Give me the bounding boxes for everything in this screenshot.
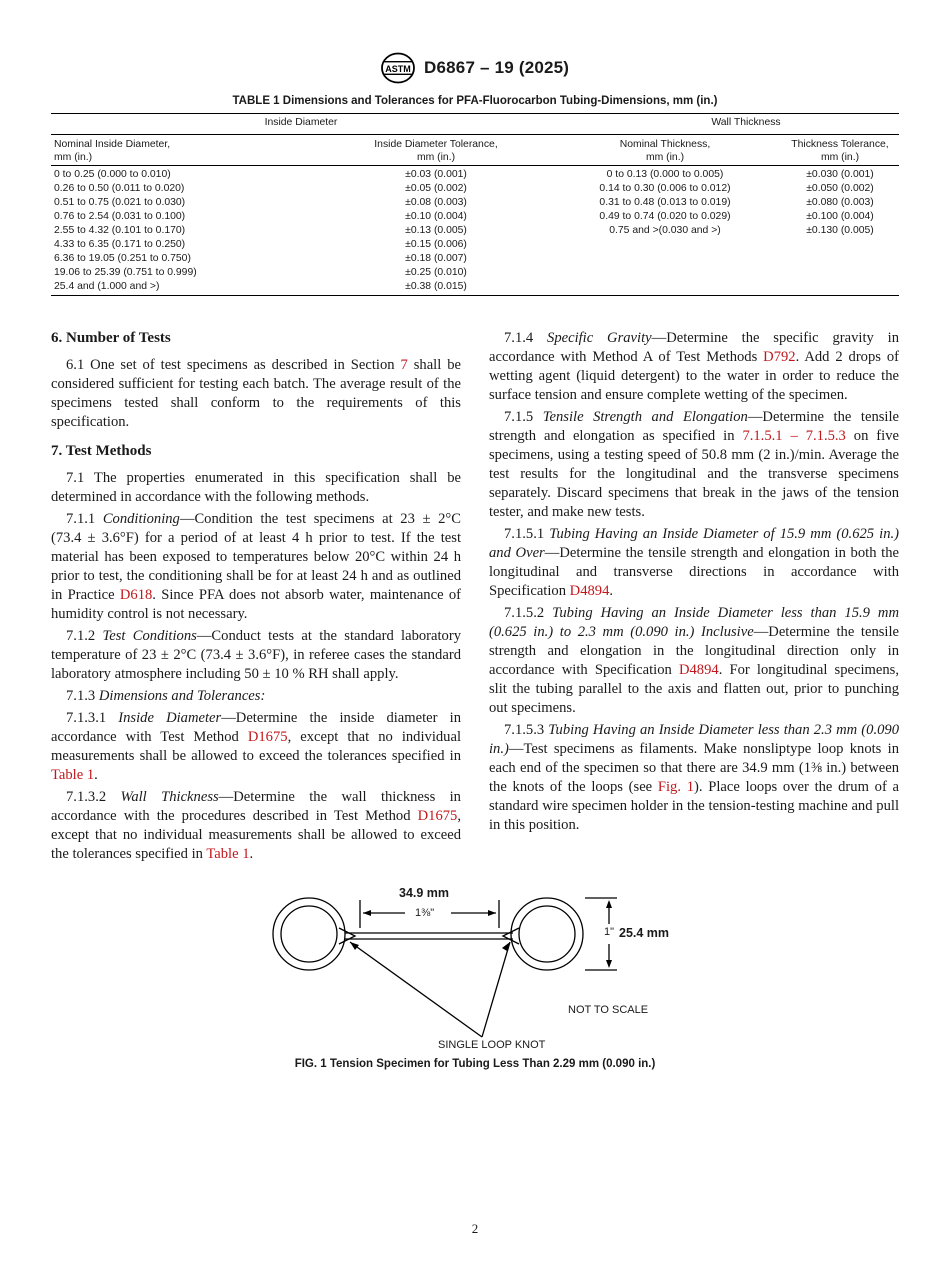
astm-logo: [380, 52, 416, 84]
table-cell: ±0.15 (0.006): [405, 239, 467, 250]
table-cell: ±0.13 (0.005): [405, 225, 467, 236]
table-1-link[interactable]: Table 1: [51, 767, 95, 783]
d1675-link[interactable]: D1675: [247, 729, 288, 745]
document-designation: D6867 – 19 (2025): [424, 58, 570, 77]
table-row: [51, 252, 899, 266]
table-body: [51, 166, 899, 295]
fig-1-link[interactable]: Fig. 1: [657, 779, 695, 795]
dimension-label-25-4-mm: 25.4 mm: [619, 926, 670, 940]
table-cell: ±0.05 (0.002): [405, 183, 467, 194]
table-cell: ±0.18 (0.007): [405, 253, 467, 264]
right-loop-inner: [519, 906, 575, 962]
table-cell: 0.76 to 2.54 (0.031 to 0.100): [54, 211, 186, 222]
section-7-link[interactable]: 7: [400, 357, 408, 373]
table-cell: 0.51 to 0.75 (0.021 to 0.030): [54, 197, 186, 208]
table-cell: 6.36 to 19.05 (0.251 to 0.750): [54, 253, 191, 264]
paragraph-7-1-2: 7.1.2 Test Conditions—Conduct tests at the standard laboratory temperature of 23 ± 2°C (73.4 ± 3.6°F), in referee cases the standard laboratory atmosphere including 50 ± 10 % RH shall apply.: [51, 628, 462, 682]
table-column-header-row: [51, 135, 899, 166]
table-row: [51, 266, 899, 280]
dimension-label-1-3-8-in: 1⅜": [415, 907, 435, 919]
d792-link[interactable]: D792: [763, 349, 796, 365]
table-cell: ±0.130 (0.005): [806, 225, 874, 236]
paragraph-7-1-3-1: 7.1.3.1 Inside Diameter—Determine the inside diameter in accordance with Test Method D1675, except that no individual measurements shall be allowed to exceed the tolerances specified in Table 1.: [51, 710, 461, 783]
paragraph-7-1-1: 7.1.1 Conditioning—Condition the test specimens at 23 ± 2°C (73.4 ± 3.6°F) for a period of at least 4 h prior to test. If the test material has been exposed to temperatures below 20°C within 24 h prior to test, the conditioning shall be for at least 24 h and as outlined in Practice D618. Since PFA does not absorb water, maintenance of humidity control is not necessary.: [51, 511, 462, 622]
table-group-header-row: [51, 114, 899, 135]
table-cell: ±0.080 (0.003): [806, 197, 874, 208]
d4894-link[interactable]: D4894: [569, 583, 610, 599]
dimension-label-34-9-mm: 34.9 mm: [399, 886, 450, 900]
table-cell: 0 to 0.25 (0.000 to 0.010): [54, 169, 171, 180]
table-cell: 2.55 to 4.32 (0.101 to 0.170): [54, 225, 186, 236]
table-cell: 0.31 to 0.48 (0.013 to 0.019): [599, 197, 731, 208]
table-row: [51, 224, 899, 238]
table-cell: ±0.08 (0.003): [405, 197, 467, 208]
paragraph-7-1-5-3: 7.1.5.3 Tubing Having an Inside Diameter less than 2.3 mm (0.090 in.)—Test specimens as filaments. Make nonsliptype loop knots in each end of the specimen so that there are 34.9 mm (1⅜ in.) between the knots of the loops (see Fig. 1). Place loops over the drum of a standard wire specimen holder in the tension-testing machine and pull in this position.: [489, 722, 900, 833]
paragraph-7-1-5: 7.1.5 Tensile Strength and Elongation—Determine the tensile strength and elongation as specified in 7.1.5.1 – 7.1.5.3 on five specimens, using a testing speed of 50.8 mm (2 in.)/min. Average the test results for the longitudinal and the transverse specimens separately. Discard specimens that break in the jaws of the tension tester, and make new tests.: [489, 409, 900, 520]
right-loop-outer: [511, 898, 583, 970]
paragraph-7-1-5-2: 7.1.5.2 Tubing Having an Inside Diameter less than 15.9 mm (0.625 in.) to 2.3 mm (0.090 in.) Inclusive—Determine the tensile strength and elongation in the longitudinal direction only in accordance with Specification D4894. For longitudinal specimens, slit the tubing parallel to the axis and flatten out, prior to punching out specimens.: [489, 605, 900, 716]
paragraph-7-1-5-1: 7.1.5.1 Tubing Having an Inside Diameter of 15.9 mm (0.625 in.) and Over—Determine the tensile strength and elongation in both the longitudinal and transverse directions in accordance with Specification D4894.: [489, 526, 899, 599]
dimensions-table: [51, 113, 899, 296]
section-heading-6: 6. Number of Tests: [51, 330, 171, 346]
d1675-link[interactable]: D1675: [417, 808, 458, 824]
table-cell: ±0.100 (0.004): [806, 211, 874, 222]
table-row: [51, 182, 899, 196]
left-loop-inner: [281, 906, 337, 962]
table-cell: ±0.03 (0.001): [405, 169, 467, 180]
col-header-thickness-tolerance: Thickness Tolerance, mm (in.): [791, 139, 889, 163]
d4894-link[interactable]: D4894: [678, 662, 719, 678]
table-row: [51, 238, 899, 252]
document-header: [0, 52, 950, 86]
table-row: [51, 280, 899, 294]
col-header-nominal-thickness: Nominal Thickness, mm (in.): [619, 139, 711, 163]
left-text-column: [51, 329, 461, 867]
page-number: 2: [471, 1221, 479, 1236]
table-cell: 0 to 0.13 (0.000 to 0.005): [606, 169, 724, 180]
left-loop-outer: [273, 898, 345, 970]
paragraph-7-1-4: 7.1.4 Specific Gravity—Determine the specific gravity in accordance with Method A of Test Methods D792. Add 2 drops of wetting agent (liquid detergent) to the water in order to reduce the surface tension and ensure complete wetting of the specimen.: [489, 330, 900, 403]
table-cell: 4.33 to 6.35 (0.171 to 0.250): [54, 239, 186, 250]
right-text-column: [489, 329, 899, 838]
table-row: [51, 168, 899, 182]
table-cell: 0.14 to 0.30 (0.006 to 0.012): [599, 183, 731, 194]
paragraph-7-1-3-2: 7.1.3.2 Wall Thickness—Determine the wall thickness in accordance with the procedures described in Test Method D1675, except that no individual measurements shall be allowed to exceed the tolerances specified in Table 1.: [51, 789, 461, 862]
tension-specimen-diagram: [255, 880, 695, 1055]
table-cell: 19.06 to 25.39 (0.751 to 0.999): [54, 267, 197, 278]
table-row: [51, 196, 899, 210]
table-cell: 25.4 and (1.000 and >): [54, 281, 160, 292]
col-header-nominal-inside-diameter: Nominal Inside Diameter, mm (in.): [54, 139, 171, 163]
paragraph-6-1: 6.1 One set of test specimens as described in Section 7 shall be considered sufficient for testing each batch. The average result of the specimens tested shall conform to the requirements of this specification.: [51, 357, 461, 430]
single-loop-knot-label: SINGLE LOOP KNOT: [438, 1039, 546, 1051]
paragraph-7-1: 7.1 The properties enumerated in this specification shall be determined in accordance with the following methods.: [51, 470, 461, 505]
section-heading-7: 7. Test Methods: [51, 443, 152, 459]
not-to-scale-note: NOT TO SCALE: [568, 1004, 649, 1016]
group-header-wall-thickness: Wall Thickness: [711, 117, 781, 128]
astm-logo-text: ASTM: [385, 64, 411, 74]
table-cell: 0.75 and >(0.030 and >): [609, 225, 721, 236]
figure-1: [255, 880, 695, 1055]
table-cell: ±0.10 (0.004): [405, 211, 467, 222]
col-header-inside-diameter-tolerance: Inside Diameter Tolerance, mm (in.): [374, 139, 498, 163]
table-cell: ±0.38 (0.015): [405, 281, 467, 292]
table-cell: 0.49 to 0.74 (0.020 to 0.029): [599, 211, 731, 222]
group-header-inside-diameter: Inside Diameter: [264, 117, 338, 128]
paragraph-7-1-3: 7.1.3 Dimensions and Tolerances:: [66, 688, 266, 704]
section-7-1-5-range-link[interactable]: 7.1.5.1 – 7.1.5.3: [742, 428, 846, 444]
table-row: [51, 210, 899, 224]
table-1-link[interactable]: Table 1: [206, 846, 250, 862]
figure-caption: FIG. 1 Tension Specimen for Tubing Less Than 2.29 mm (0.090 in.): [294, 1058, 656, 1070]
d618-link[interactable]: D618: [119, 587, 153, 603]
table-cell: ±0.030 (0.001): [806, 169, 874, 180]
table-cell: ±0.25 (0.010): [405, 267, 467, 278]
table-caption: TABLE 1 Dimensions and Tolerances for PFA-Fluorocarbon Tubing-Dimensions, mm (in.): [232, 95, 718, 107]
dimension-label-1-in: 1": [604, 926, 615, 938]
table-cell: ±0.050 (0.002): [806, 183, 874, 194]
table-cell: 0.26 to 0.50 (0.011 to 0.020): [54, 183, 185, 194]
